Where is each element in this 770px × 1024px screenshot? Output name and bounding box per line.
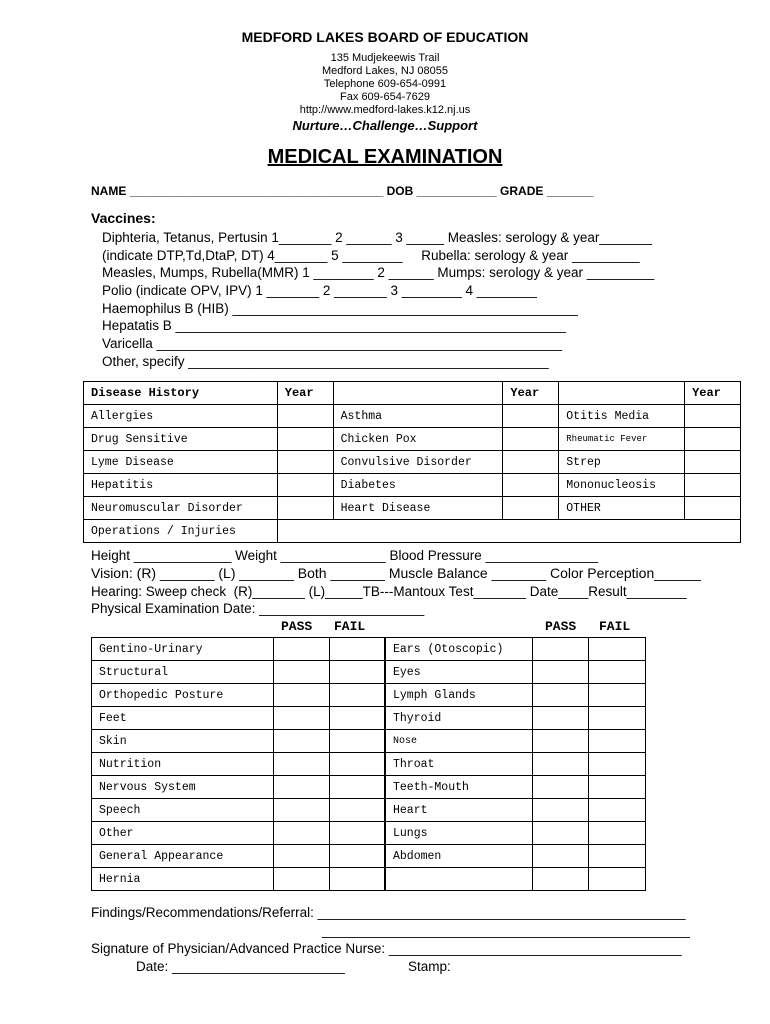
fail-checkbox[interactable]	[589, 776, 646, 799]
vaccine-line: Haemophilus B (HIB) ______________________________________________	[102, 301, 578, 316]
disease-label: Heart Disease	[333, 497, 503, 520]
signature-line: Signature of Physician/Advanced Practice Nurse: _______________________________________	[91, 941, 682, 956]
exam-item: Orthopedic Posture	[92, 684, 274, 707]
pass-checkbox[interactable]	[274, 638, 330, 661]
fail-checkbox[interactable]	[330, 638, 385, 661]
pass-checkbox[interactable]	[533, 661, 589, 684]
disease-label: Lyme Disease	[84, 451, 278, 474]
year-cell[interactable]	[685, 497, 741, 520]
disease-label: Chicken Pox	[333, 428, 503, 451]
table-row	[84, 474, 741, 497]
operations-field[interactable]	[277, 520, 740, 543]
disease-history-header: Disease History	[84, 382, 278, 405]
exam-item: Abdomen	[386, 845, 533, 868]
pass-checkbox[interactable]	[533, 799, 589, 822]
exam-item: Nervous System	[92, 776, 274, 799]
exam-item: Teeth-Mouth	[386, 776, 533, 799]
vaccine-line: Measles, Mumps, Rubella(MMR) 1 ________ 2 ______ Mumps: serology & year _________	[102, 265, 655, 280]
table-row	[92, 730, 646, 753]
pass-header: PASS	[545, 619, 577, 634]
year-cell[interactable]	[277, 497, 333, 520]
fail-checkbox[interactable]	[589, 730, 646, 753]
exam-item: Hernia	[92, 868, 274, 891]
table-row	[92, 799, 646, 822]
pass-checkbox[interactable]	[533, 638, 589, 661]
table-row	[92, 638, 646, 661]
pass-checkbox[interactable]	[533, 707, 589, 730]
pass-checkbox[interactable]	[533, 845, 589, 868]
pass-checkbox[interactable]	[533, 868, 589, 891]
exam-item: Nutrition	[92, 753, 274, 776]
disease-label: Rheumatic Fever	[559, 428, 685, 451]
exam-item: Throat	[386, 753, 533, 776]
disease-label: Diabetes	[333, 474, 503, 497]
year-cell[interactable]	[277, 428, 333, 451]
fail-header: FAIL	[599, 619, 631, 634]
exam-item: Feet	[92, 707, 274, 730]
vaccines-heading: Vaccines:	[91, 210, 156, 226]
hearing-line: Hearing: Sweep check (R)_______ (L)_____TB---Mantoux Test_______ Date____Result________	[91, 584, 687, 599]
table-row	[84, 428, 741, 451]
name-dob-grade-line: NAME ______________________________________ DOB ____________ GRADE _______	[91, 184, 594, 198]
table-row	[84, 405, 741, 428]
fail-checkbox[interactable]	[330, 684, 385, 707]
pass-checkbox[interactable]	[533, 822, 589, 845]
vaccine-line: Other, specify ________________________________________________	[102, 354, 549, 369]
disease-label: Mononucleosis	[559, 474, 685, 497]
org-name: MEDFORD LAKES BOARD OF EDUCATION	[241, 29, 529, 45]
table-row	[92, 868, 646, 891]
exam-item: General Appearance	[92, 845, 274, 868]
fail-header: FAIL	[334, 619, 366, 634]
disease-label: Neuromuscular Disorder	[84, 497, 278, 520]
exam-item: Gentino-Urinary	[92, 638, 274, 661]
phone: Telephone 609-654-0991	[323, 78, 447, 90]
fail-checkbox[interactable]	[589, 868, 646, 891]
height-weight-bp-line: Height _____________ Weight ______________ Blood Pressure _______________	[91, 548, 599, 563]
year-header: Year	[277, 382, 333, 405]
fail-checkbox[interactable]	[589, 707, 646, 730]
fail-checkbox[interactable]	[330, 707, 385, 730]
findings-line-2: _________________________________________________	[322, 923, 690, 938]
exam-item: Heart	[386, 799, 533, 822]
exam-date-line: Physical Examination Date: ______________________	[91, 601, 425, 616]
findings-line: Findings/Recommendations/Referral: _________________________________________________	[91, 905, 686, 920]
pass-checkbox[interactable]	[274, 753, 330, 776]
pass-checkbox[interactable]	[274, 684, 330, 707]
exam-item: Ears (Otoscopic)	[386, 638, 533, 661]
year-cell[interactable]	[685, 474, 741, 497]
exam-item: Eyes	[386, 661, 533, 684]
year-cell[interactable]	[503, 474, 559, 497]
pass-checkbox[interactable]	[533, 776, 589, 799]
disease-label: Strep	[559, 451, 685, 474]
table-row	[92, 822, 646, 845]
fail-checkbox[interactable]	[589, 661, 646, 684]
year-cell[interactable]	[503, 497, 559, 520]
fail-checkbox[interactable]	[330, 799, 385, 822]
vaccine-line: Hepatatis B ____________________________________________________	[102, 318, 566, 333]
year-header: Year	[503, 382, 559, 405]
exam-item: Lymph Glands	[386, 684, 533, 707]
year-cell[interactable]	[277, 405, 333, 428]
year-cell[interactable]	[503, 405, 559, 428]
blank-header	[333, 382, 503, 405]
fail-checkbox[interactable]	[330, 730, 385, 753]
fail-checkbox[interactable]	[589, 753, 646, 776]
table-row	[84, 520, 741, 543]
exam-item: Skin	[92, 730, 274, 753]
fail-checkbox[interactable]	[330, 753, 385, 776]
exam-item: Thyroid	[386, 707, 533, 730]
fail-checkbox[interactable]	[330, 868, 385, 891]
operations-label: Operations / Injuries	[84, 520, 278, 543]
physical-exam-table	[91, 637, 646, 891]
table-row	[92, 707, 646, 730]
pass-checkbox[interactable]	[274, 661, 330, 684]
disease-history-table	[83, 381, 741, 543]
fail-checkbox[interactable]	[589, 684, 646, 707]
date-line: Date: _______________________	[136, 959, 345, 974]
disease-label: Otitis Media	[559, 405, 685, 428]
exam-item: Speech	[92, 799, 274, 822]
table-row	[84, 451, 741, 474]
exam-item: Lungs	[386, 822, 533, 845]
fail-checkbox[interactable]	[589, 845, 646, 868]
year-cell[interactable]	[685, 451, 741, 474]
disease-label: Drug Sensitive	[84, 428, 278, 451]
table-header-row	[84, 382, 741, 405]
year-cell[interactable]	[277, 451, 333, 474]
city: Medford Lakes, NJ 08055	[322, 65, 448, 77]
fail-checkbox[interactable]	[330, 845, 385, 868]
pass-header: PASS	[281, 619, 313, 634]
table-row	[92, 845, 646, 868]
pass-checkbox[interactable]	[533, 730, 589, 753]
disease-label: Asthma	[333, 405, 503, 428]
fail-checkbox[interactable]	[330, 776, 385, 799]
stamp-label: Stamp:	[408, 959, 451, 974]
table-row	[92, 776, 646, 799]
motto: Nurture…Challenge…Support	[292, 118, 478, 133]
blank-header	[559, 382, 685, 405]
pass-checkbox[interactable]	[274, 799, 330, 822]
year-cell[interactable]	[503, 428, 559, 451]
disease-label: Allergies	[84, 405, 278, 428]
address: 135 Mudjekeewis Trail	[330, 52, 440, 64]
fail-checkbox[interactable]	[589, 799, 646, 822]
table-row	[92, 684, 646, 707]
year-cell[interactable]	[503, 451, 559, 474]
fax: Fax 609-654-7629	[340, 91, 430, 103]
fail-checkbox[interactable]	[589, 822, 646, 845]
disease-label: OTHER	[559, 497, 685, 520]
website-url: http://www.medford-lakes.k12.nj.us	[299, 104, 471, 116]
pass-checkbox[interactable]	[274, 868, 330, 891]
vaccine-line: Polio (indicate OPV, IPV) 1 _______ 2 _______ 3 ________ 4 ________	[102, 283, 537, 298]
fail-checkbox[interactable]	[330, 661, 385, 684]
table-row	[84, 497, 741, 520]
pass-checkbox[interactable]	[533, 684, 589, 707]
pass-checkbox[interactable]	[274, 776, 330, 799]
exam-item	[386, 868, 533, 891]
page-title: MEDICAL EXAMINATION	[267, 146, 503, 168]
disease-label: Hepatitis	[84, 474, 278, 497]
table-row	[92, 661, 646, 684]
exam-item: Nose	[386, 730, 533, 753]
vision-line: Vision: (R) _______ (L) _______ Both _______ Muscle Balance _______ Color Perception______	[91, 565, 701, 581]
pass-checkbox[interactable]	[533, 753, 589, 776]
year-header: Year	[685, 382, 741, 405]
vaccine-line: Varicella ______________________________________________________	[102, 336, 562, 351]
table-row	[92, 753, 646, 776]
fail-checkbox[interactable]	[589, 638, 646, 661]
pass-checkbox[interactable]	[274, 707, 330, 730]
pass-checkbox[interactable]	[274, 845, 330, 868]
exam-item: Other	[92, 822, 274, 845]
exam-item: Structural	[92, 661, 274, 684]
pass-checkbox[interactable]	[274, 822, 330, 845]
vaccine-line: Diphteria, Tetanus, Pertusin 1_______ 2 ______ 3 _____ Measles: serology & year_______	[102, 230, 652, 245]
year-cell[interactable]	[277, 474, 333, 497]
year-cell[interactable]	[685, 428, 741, 451]
year-cell[interactable]	[685, 405, 741, 428]
disease-label: Convulsive Disorder	[333, 451, 503, 474]
pass-checkbox[interactable]	[274, 730, 330, 753]
fail-checkbox[interactable]	[330, 822, 385, 845]
vaccine-line: (indicate DTP,Td,DtaP, DT) 4_______ 5 ________ Rubella: serology & year _________	[102, 248, 640, 263]
